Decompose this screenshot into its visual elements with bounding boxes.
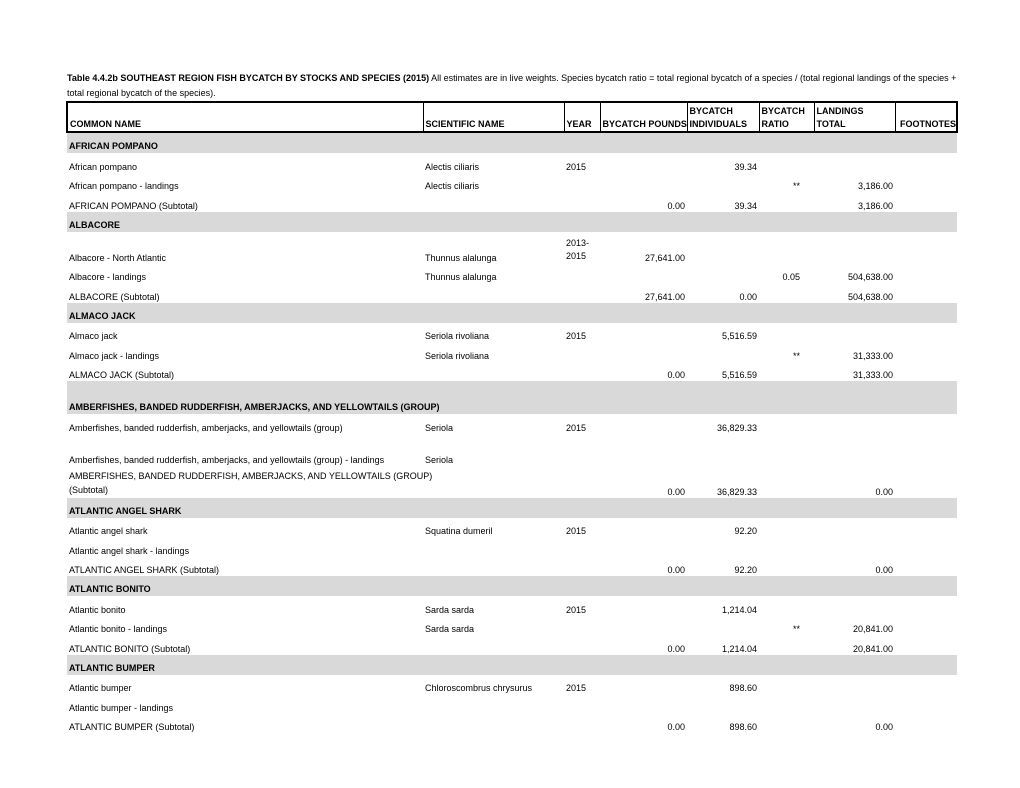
group-name: ATLANTIC ANGEL SHARK <box>67 498 957 518</box>
bycatch-pounds-cell <box>600 173 687 193</box>
bycatch-ratio-cell <box>759 694 814 714</box>
bycatch-pounds-cell <box>600 434 687 466</box>
landings-total-cell <box>814 518 895 538</box>
scientific-name-cell: Alectis ciliaris <box>425 161 480 172</box>
header-landings-total <box>814 102 895 132</box>
bycatch-individuals-cell <box>687 694 759 714</box>
table-row <box>67 153 957 173</box>
scientific-name-cell <box>423 192 564 212</box>
landings-total-cell <box>814 232 895 264</box>
common-name-cell: Almaco jack <box>69 331 118 341</box>
scientific-name-cell: Seriola rivoliana <box>425 350 490 361</box>
bycatch-ratio-cell <box>759 283 814 303</box>
header-bycatch-individuals <box>687 102 759 132</box>
bycatch-ratio-cell <box>759 518 814 538</box>
group-name: AFRICAN POMPANO <box>67 132 957 153</box>
header-scientific-name: SCIENTIFIC NAME <box>423 102 564 132</box>
footnotes-cell <box>895 173 957 193</box>
year-cell <box>564 434 600 466</box>
year-cell: 2015 <box>566 604 587 615</box>
bycatch-ratio-cell <box>759 537 814 557</box>
footnotes-cell <box>895 518 957 538</box>
bycatch-ratio-cell <box>759 192 814 212</box>
scientific-name-cell: Squatina dumeril <box>425 526 493 536</box>
bycatch-ratio-cell <box>759 466 814 498</box>
landings-total-cell <box>814 414 895 434</box>
group-header-row <box>67 381 957 414</box>
scientific-name-cell: Alectis ciliaris <box>425 181 480 191</box>
year-cell: 2015 <box>566 161 587 172</box>
bycatch-ratio-cell: ** <box>792 350 800 361</box>
common-name-cell: ATLANTIC BUMPER (Subtotal) <box>69 722 195 732</box>
table-note: All estimates are in live weights. Species bycatch ratio = total regional bycatch of a species / (total regional landings of the species + total regional bycatch of the species). <box>67 73 957 98</box>
year-cell: 2015 <box>566 331 587 341</box>
bycatch-pounds-cell <box>600 675 687 695</box>
year-cell <box>564 714 600 734</box>
table-row <box>67 283 957 303</box>
footnotes-cell <box>895 232 957 264</box>
bycatch-ratio-cell <box>759 362 814 382</box>
year-line1: 2013- <box>566 237 590 248</box>
landings-total-cell <box>814 153 895 173</box>
bycatch-pounds-cell <box>600 342 687 362</box>
bycatch-individuals-cell: 36,829.33 <box>716 486 757 497</box>
scientific-name-cell: Seriola <box>425 454 454 465</box>
group-name: ATLANTIC BUMPER <box>67 655 957 675</box>
year-cell <box>564 283 600 303</box>
header-bycatch-ratio-line1: BYCATCH <box>761 106 805 116</box>
table-row <box>67 518 957 538</box>
year-cell <box>564 537 600 557</box>
bycatch-ratio-cell <box>759 557 814 577</box>
table-row <box>67 616 957 636</box>
common-name-cell: ALBACORE (Subtotal) <box>69 291 160 302</box>
bycatch-pounds-cell <box>600 694 687 714</box>
landings-total-cell: 31,333.00 <box>852 350 893 361</box>
header-bycatch-pounds: BYCATCH POUNDS <box>600 102 687 132</box>
bycatch-individuals-cell: 898.60 <box>729 722 757 732</box>
common-name-cell: Atlantic bonito <box>69 604 126 615</box>
bycatch-individuals-cell: 5,516.59 <box>721 331 757 341</box>
header-landings-total-line2: TOTAL <box>816 119 846 129</box>
common-name-cell: AFRICAN POMPANO (Subtotal) <box>69 200 198 211</box>
bycatch-ratio-cell <box>759 675 814 695</box>
table-row <box>67 714 957 734</box>
group-name: ALBACORE <box>67 212 957 232</box>
scientific-name-cell <box>423 283 564 303</box>
year-cell <box>564 173 600 193</box>
landings-total-cell: 20,841.00 <box>852 624 893 634</box>
year-cell <box>564 466 600 498</box>
bycatch-individuals-cell <box>687 537 759 557</box>
scientific-name-cell <box>423 537 564 557</box>
table-row <box>67 342 957 362</box>
footnotes-cell <box>895 694 957 714</box>
footnotes-cell <box>895 362 957 382</box>
scientific-name-cell <box>423 694 564 714</box>
landings-total-cell: 3,186.00 <box>857 181 893 191</box>
bycatch-ratio-cell <box>759 232 814 264</box>
table-row <box>67 434 957 466</box>
table-row <box>67 596 957 616</box>
scientific-name-cell <box>423 362 564 382</box>
table-row <box>67 232 957 264</box>
year-cell <box>564 192 600 212</box>
common-name-cell: Atlantic angel shark - landings <box>69 545 190 556</box>
bycatch-pounds-cell <box>600 616 687 636</box>
bycatch-individuals-cell: 0.00 <box>739 291 757 302</box>
footnotes-cell <box>895 283 957 303</box>
header-bycatch-individuals-line2: INDIVIDUALS <box>689 119 748 129</box>
header-bycatch-ratio <box>759 102 814 132</box>
bycatch-individuals-cell: 5,516.59 <box>721 370 757 380</box>
common-name-cell: ATLANTIC BONITO (Subtotal) <box>69 643 191 654</box>
year-cell: 2015 <box>566 683 587 693</box>
scientific-name-cell <box>423 714 564 734</box>
footnotes-cell <box>895 537 957 557</box>
year-cell: 2015 <box>566 422 587 433</box>
footnotes-cell <box>895 342 957 362</box>
table-row <box>67 362 957 382</box>
common-name-cell: Almaco jack - landings <box>69 350 160 361</box>
scientific-name-cell: Thunnus alalunga <box>425 252 497 263</box>
common-name-cell: Albacore - North Atlantic <box>69 252 167 263</box>
table-row <box>67 537 957 557</box>
footnotes-cell <box>895 675 957 695</box>
bycatch-pounds-cell: 0.00 <box>667 370 685 380</box>
landings-total-cell: 0.00 <box>875 722 893 732</box>
common-name-cell: ATLANTIC ANGEL SHARK (Subtotal) <box>69 565 220 575</box>
table-title: Table 4.4.2b SOUTHEAST REGION FISH BYCATCH BY STOCKS AND SPECIES (2015) <box>67 73 430 83</box>
common-name-line2: (Subtotal) <box>69 484 109 495</box>
footnotes-cell <box>895 714 957 734</box>
group-name: AMBERFISHES, BANDED RUDDERFISH, AMBERJACKS, AND YELLOWTAILS (GROUP) <box>67 381 957 414</box>
landings-total-cell: 31,333.00 <box>852 370 893 380</box>
table-row <box>67 323 957 343</box>
landings-total-cell: 504,638.00 <box>847 291 893 302</box>
bycatch-pounds-cell: 27,641.00 <box>644 291 685 302</box>
header-footnotes: FOOTNOTES <box>900 119 956 129</box>
scientific-name-cell <box>423 557 564 577</box>
group-header-row <box>67 132 957 153</box>
group-header-row <box>67 303 957 323</box>
table-row <box>67 264 957 284</box>
group-header-row <box>67 212 957 232</box>
bycatch-pounds-cell <box>600 323 687 343</box>
bycatch-ratio-cell <box>759 635 814 655</box>
year-cell <box>564 557 600 577</box>
year-cell <box>564 694 600 714</box>
footnotes-cell <box>895 635 957 655</box>
landings-total-cell: 0.00 <box>875 486 893 497</box>
landings-total-cell <box>814 694 895 714</box>
year-cell: 2015 <box>566 526 587 536</box>
bycatch-individuals-cell <box>687 264 759 284</box>
year-cell <box>564 342 600 362</box>
landings-total-cell <box>814 537 895 557</box>
table-row <box>67 635 957 655</box>
footnotes-cell <box>895 434 957 466</box>
bycatch-pounds-cell <box>600 596 687 616</box>
bycatch-ratio-cell <box>759 414 814 434</box>
bycatch-individuals-cell <box>687 173 759 193</box>
bycatch-pounds-cell: 0.00 <box>667 486 685 497</box>
group-header-row <box>67 498 957 518</box>
common-name-cell: Amberfishes, banded rudderfish, amberjacks, and yellowtails (group) <box>69 422 343 433</box>
year-cell <box>564 616 600 636</box>
bycatch-ratio-cell <box>759 434 814 466</box>
bycatch-individuals-cell: 36,829.33 <box>716 422 757 433</box>
landings-total-cell <box>814 434 895 466</box>
bycatch-pounds-cell: 0.00 <box>667 565 685 575</box>
common-name-cell: Atlantic angel shark <box>69 526 148 536</box>
scientific-name-cell <box>423 635 564 655</box>
table-body <box>67 132 957 733</box>
landings-total-cell <box>814 675 895 695</box>
group-header-row <box>67 576 957 596</box>
bycatch-individuals-cell: 39.34 <box>734 200 757 211</box>
landings-total-cell: 3,186.00 <box>857 200 893 211</box>
year-cell <box>564 232 600 264</box>
bycatch-pounds-cell <box>600 537 687 557</box>
footnotes-cell <box>895 414 957 434</box>
group-name: ATLANTIC BONITO <box>67 576 957 596</box>
table-row <box>67 675 957 695</box>
common-name-cell: Atlantic bumper - landings <box>69 702 174 713</box>
bycatch-individuals-cell: 92.20 <box>734 565 757 575</box>
footnotes-cell <box>895 557 957 577</box>
bycatch-ratio-cell: ** <box>792 181 800 191</box>
table-row <box>67 694 957 714</box>
table-row <box>67 414 957 434</box>
common-name-cell: ALMACO JACK (Subtotal) <box>69 370 175 380</box>
header-row <box>67 102 957 132</box>
bycatch-ratio-cell <box>759 153 814 173</box>
scientific-name-cell: Sarda sarda <box>425 604 475 615</box>
common-name-cell <box>67 466 433 498</box>
bycatch-pounds-cell <box>600 264 687 284</box>
bycatch-ratio-cell <box>759 323 814 343</box>
landings-total-cell <box>814 323 895 343</box>
scientific-name-cell: Seriola rivoliana <box>425 331 490 341</box>
footnotes-cell <box>895 153 957 173</box>
bycatch-pounds-cell <box>600 153 687 173</box>
bycatch-ratio-cell <box>759 596 814 616</box>
bycatch-pounds-cell: 0.00 <box>667 722 685 732</box>
scientific-name-cell: Seriola <box>425 422 454 433</box>
table-row <box>67 466 957 498</box>
year-cell <box>564 264 600 284</box>
scientific-name-cell <box>423 466 564 498</box>
group-header-row <box>67 655 957 675</box>
bycatch-individuals-cell: 92.20 <box>734 526 757 536</box>
bycatch-individuals-cell <box>687 232 759 264</box>
year-cell <box>564 362 600 382</box>
year-line2: 2015 <box>566 250 587 261</box>
bycatch-ratio-cell <box>759 714 814 734</box>
landings-total-cell <box>814 596 895 616</box>
common-name-cell: African pompano - landings <box>69 181 179 191</box>
bycatch-pounds-cell <box>600 414 687 434</box>
bycatch-individuals-cell <box>687 434 759 466</box>
bycatch-individuals-cell <box>687 616 759 636</box>
group-name: ALMACO JACK <box>67 303 957 323</box>
year-cell <box>564 635 600 655</box>
header-year: YEAR <box>564 102 600 132</box>
footnotes-cell <box>895 466 957 498</box>
bycatch-individuals-cell: 898.60 <box>729 683 757 693</box>
table-row <box>67 557 957 577</box>
footnotes-cell <box>895 192 957 212</box>
header-bycatch-individuals-line1: BYCATCH <box>689 106 733 116</box>
common-name-cell: African pompano <box>69 161 138 172</box>
header-common-name: COMMON NAME <box>67 102 423 132</box>
common-name-cell: Atlantic bumper <box>69 683 132 693</box>
footnotes-cell <box>895 616 957 636</box>
table-row <box>67 173 957 193</box>
footnotes-cell <box>895 264 957 284</box>
footnotes-cell <box>895 323 957 343</box>
bycatch-pounds-cell: 0.00 <box>667 200 685 211</box>
landings-total-cell: 504,638.00 <box>847 272 893 282</box>
common-name-cell: Atlantic bonito - landings <box>69 624 168 634</box>
bycatch-table <box>66 101 958 733</box>
scientific-name-cell: Sarda sarda <box>425 624 475 634</box>
landings-total-cell: 0.00 <box>875 565 893 575</box>
footnotes-cell <box>895 596 957 616</box>
header-landings-total-line1: LANDINGS <box>816 106 864 116</box>
landings-total-cell: 20,841.00 <box>852 643 893 654</box>
bycatch-individuals-cell: 1,214.04 <box>721 604 757 615</box>
common-name-cell: Albacore - landings <box>69 272 147 282</box>
bycatch-ratio-cell: 0.05 <box>782 272 800 282</box>
table-caption <box>67 71 957 100</box>
bycatch-individuals-cell: 1,214.04 <box>721 643 757 654</box>
scientific-name-cell: Chloroscombrus chrysurus <box>425 683 533 693</box>
scientific-name-cell: Thunnus alalunga <box>425 272 497 282</box>
bycatch-ratio-cell: ** <box>792 624 800 634</box>
common-name-line1: AMBERFISHES, BANDED RUDDERFISH, AMBERJACKS, AND YELLOWTAILS (GROUP) <box>69 470 433 481</box>
header-bycatch-ratio-line2: RATIO <box>761 119 789 129</box>
bycatch-individuals-cell: 39.34 <box>734 161 757 172</box>
bycatch-pounds-cell: 27,641.00 <box>644 252 685 263</box>
table-row <box>67 192 957 212</box>
bycatch-individuals-cell <box>687 342 759 362</box>
common-name-cell: Amberfishes, banded rudderfish, amberjacks, and yellowtails (group) - landings <box>69 454 385 465</box>
bycatch-pounds-cell: 0.00 <box>667 643 685 654</box>
bycatch-pounds-cell <box>600 518 687 538</box>
